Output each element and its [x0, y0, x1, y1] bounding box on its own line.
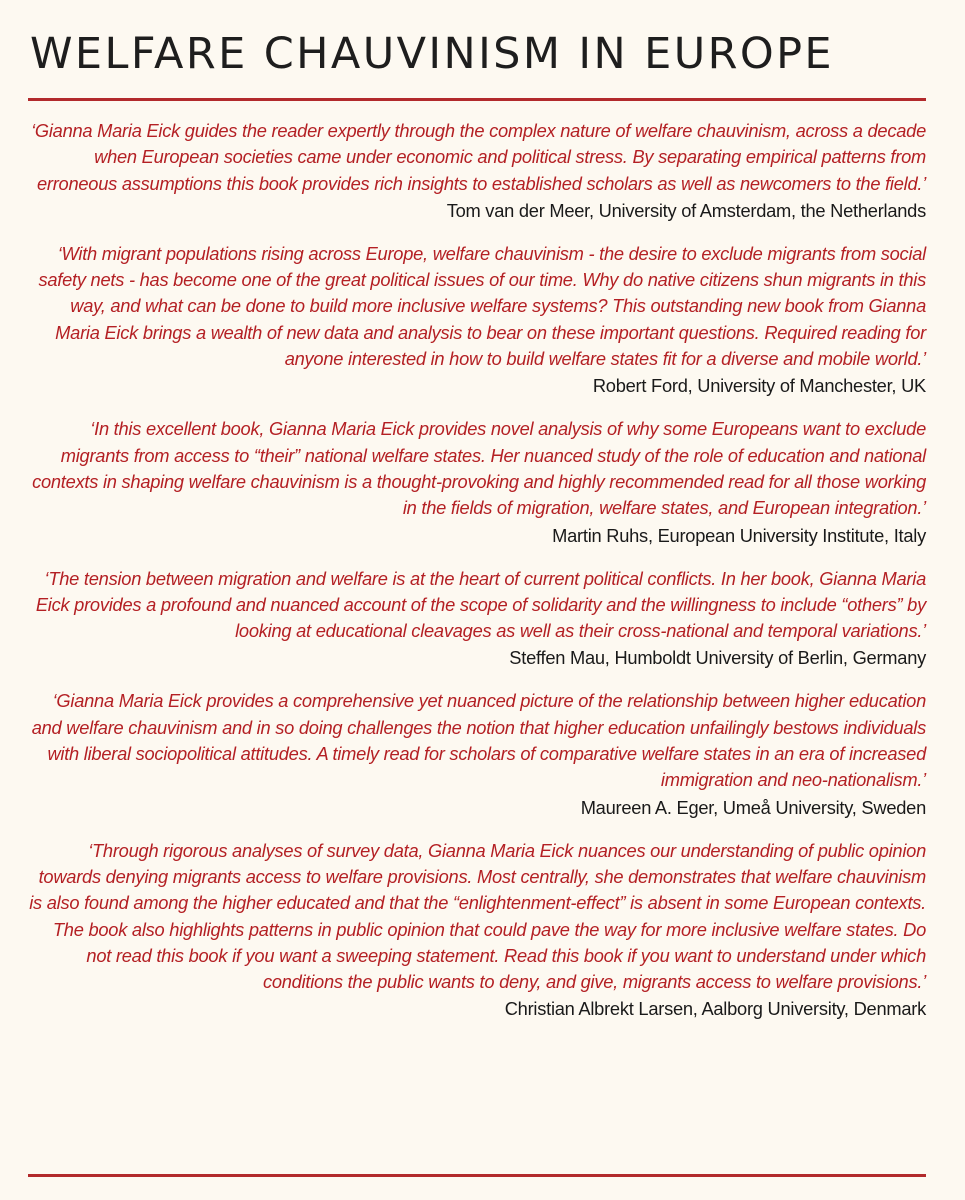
endorsement-attribution: Martin Ruhs, European University Institute, Italy: [552, 524, 926, 546]
endorsement-4: [28, 566, 926, 672]
top-divider: [28, 98, 926, 101]
endorsement-quote: ‘Gianna Maria Eick guides the reader expertly through the complex nature of welfare chauvinism, across a decade when European societies came under economic and political stress. By separating empirical patterns from erroneous assumptions this book provides rich insights to established scholars as well as newcomers to the field.’: [31, 120, 926, 194]
endorsement-1: [28, 118, 926, 224]
endorsement-quote: ‘Gianna Maria Eick provides a comprehensive yet nuanced picture of the relationship between higher education and welfare chauvinism and in so doing challenges the notion that higher education unfailingly bestows individuals with liberal sociopolitical attitudes. A timely read for scholars of comparative welfare states in an era of increased immigration and neo-nationalism.’: [31, 690, 926, 791]
endorsement-attribution: Steffen Mau, Humboldt University of Berlin, Germany: [509, 647, 926, 669]
bottom-divider: [28, 1174, 926, 1177]
endorsement-2: [28, 241, 926, 399]
endorsement-list: [28, 118, 926, 1039]
endorsement-attribution: Tom van der Meer, University of Amsterdam, the Netherlands: [446, 199, 926, 221]
endorsement-attribution: Maureen A. Eger, Umeå University, Sweden: [580, 796, 926, 818]
endorsement-quote: ‘With migrant populations rising across Europe, welfare chauvinism - the desire to exclude migrants from social safety nets - has become one of the great political issues of our time. Why do native citizens shun migrants in this way, and what can be done to build more inclusive welfare systems? This outstanding new book from Gianna Maria Eick brings a wealth of new data and analysis to bear on these important questions. Required reading for anyone interested in how to build welfare states fit for a diverse and mobile world.’: [38, 242, 926, 370]
endorsement-quote: ‘The tension between migration and welfare is at the heart of current political conflicts. In her book, Gianna Maria Eick provides a profound and nuanced account of the scope of solidarity and the willingness to include “others” by looking at educational cleavages as well as their cross-national and temporal variations.’: [35, 567, 926, 642]
endorsement-5: [28, 688, 926, 820]
endorsement-3: [28, 416, 926, 548]
page-title: WELFARE CHAUVINISM IN EUROPE: [30, 29, 834, 79]
endorsement-quote: ‘In this excellent book, Gianna Maria Eick provides novel analysis of why some Europeans want to exclude migrants from access to “their” national welfare states. Her nuanced study of the role of education and national contexts in shaping welfare chauvinism is a thought-provoking and highly recommended read for all those working in the fields of migration, welfare states, and European integration.’: [32, 418, 926, 519]
endorsement-attribution: Christian Albrekt Larsen, Aalborg University, Denmark: [504, 998, 926, 1020]
endorsement-quote: ‘Through rigorous analyses of survey data, Gianna Maria Eick nuances our understanding of public opinion towards denying migrants access to welfare provisions. Most centrally, she demonstrates that welfare chauvinism is also found among the higher educated and that the “enlightenment-effect” is absent in some European contexts. The book also highlights patterns in public opinion that could pave the way for more inclusive welfare states. Do not read this book if you want a sweeping statement. Read this book if you want to understand under which conditions the public wants to deny, and give, migrants access to welfare provisions.’: [29, 839, 926, 993]
endorsement-attribution: Robert Ford, University of Manchester, UK: [592, 375, 926, 397]
endorsement-6: [28, 838, 926, 1023]
